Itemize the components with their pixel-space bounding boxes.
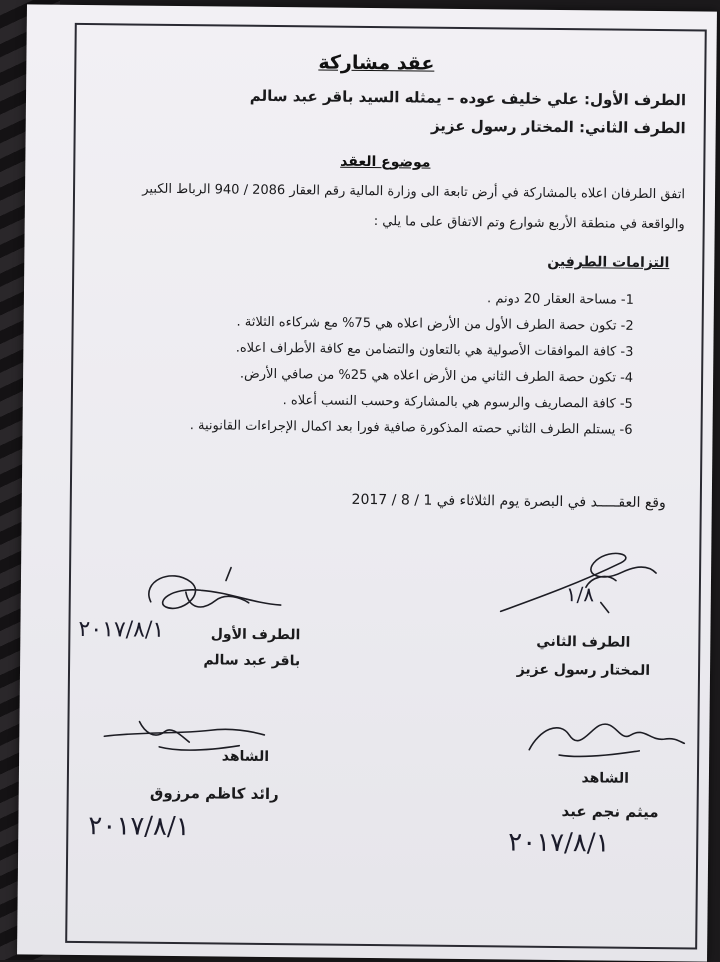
left-witness-name: رائد كاظم مرزوق <box>149 783 279 804</box>
obligation-item-5: 5- كافة المصاريف والرسوم هي بالمشاركة وحسب النسب أعلاه . <box>282 393 633 412</box>
subject-line-2: والواقعة في منطقة الأربع شوارع وتم الاتفاق على ما يلي : <box>373 214 685 233</box>
first-party-name: باقر عبد سالم <box>203 652 301 670</box>
obligations-heading: التزامات الطرفين <box>547 253 670 272</box>
right-witness-handwritten-date: ٢٠١٧/٨/١ <box>508 827 610 859</box>
party-one-line: الطرف الأول: علي خليف عوده – يمثله السيد باقر عبد سالم <box>249 86 687 110</box>
obligation-item-2: 2- تكون حصة الطرف الأول من الأرض اعلاه هي 75% مع شركاءه الثلاثة . <box>236 314 634 334</box>
obligation-item-1: 1- مساحة العقار 20 دونم . <box>487 291 635 308</box>
party-two-line: الطرف الثاني: المختار رسول عزيز <box>430 116 686 138</box>
subject-heading: موضوع العقد <box>340 153 431 171</box>
second-party-handwritten-mark: ١/٨ <box>565 582 595 607</box>
contract-paper <box>17 4 717 961</box>
obligation-item-6: 6- يستلم الطرف الثاني حصته المذكورة صافية فورا بعد اكمال الإجراءات القانونية . <box>189 418 633 438</box>
right-witness-label: الشاهد <box>581 770 630 787</box>
first-party-label: الطرف الأول <box>210 626 301 644</box>
obligation-item-3: 3- كافة الموافقات الأصولية هي بالتعاون والتضامن مع كافة الأطراف اعلاه. <box>235 340 634 360</box>
right-witness-name: ميثم نجم عبد <box>561 802 659 822</box>
obligation-item-4: 4- تكون حصة الطرف الثاني من الأرض اعلاه هي 25% من صافي الأرض. <box>239 366 634 386</box>
first-party-handwritten-date: ٢٠١٧/٨/١ <box>78 616 165 643</box>
second-party-name: المختار رسول عزيز <box>516 661 651 679</box>
left-witness-label: الشاهد <box>221 748 270 765</box>
right-witness-signature <box>519 710 690 772</box>
second-party-label: الطرف الثاني <box>536 633 631 651</box>
subject-line-1: اتفق الطرفان اعلاه بالمشاركة في أرض تابعة الى وزارة المالية رقم العقار 2086 / 940 الرباط الكبير <box>142 181 686 203</box>
signing-date-line: وقع العقـــــد في البصرة يوم الثلاثاء في 1 / 8 / 2017 <box>351 491 666 512</box>
document-title: عقد مشاركة <box>318 51 435 75</box>
left-witness-handwritten-date: ٢٠١٧/٨/١ <box>88 811 190 843</box>
